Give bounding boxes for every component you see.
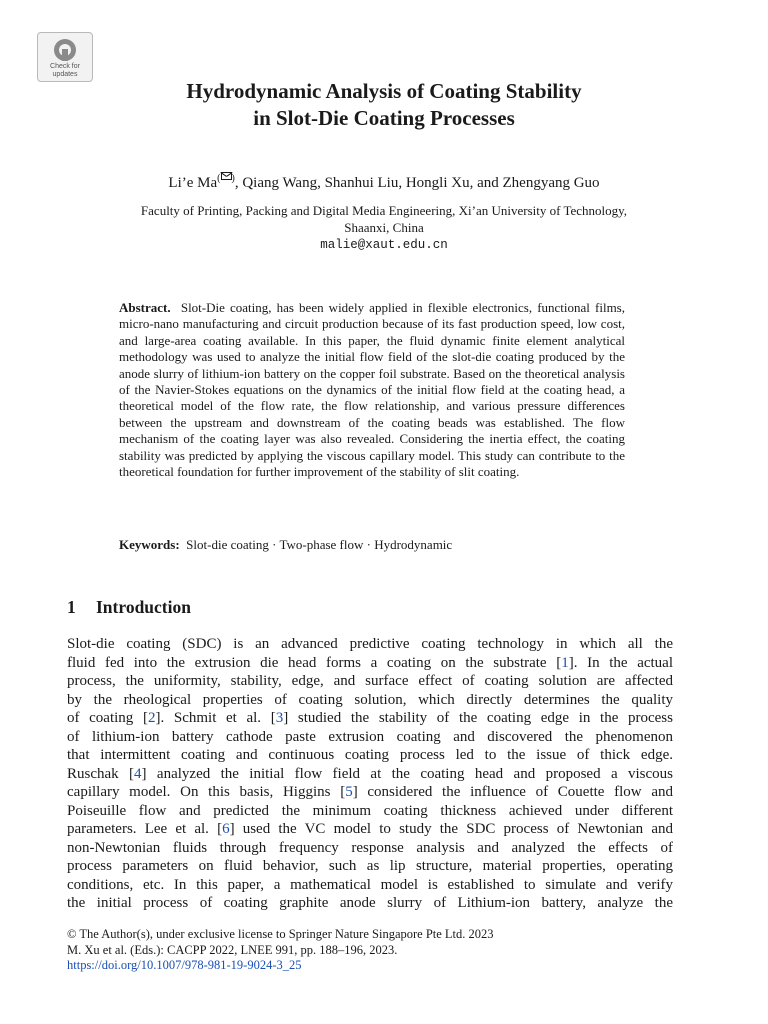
author-list bbox=[0, 169, 768, 193]
corresponding-mark: ( ) bbox=[217, 173, 235, 184]
paper-title bbox=[0, 78, 768, 132]
crossmark-icon bbox=[52, 37, 78, 63]
abstract-text: Slot-Die coating, has been widely applied in flexible electronics, functional films, micro-nano manufacturing and circuit production because of its fast production speed, low cost, and large-area coating available. In this paper, the fluid dynamic finite element analytical methodology was used to analyze the initial flow field of the slot-die coating produced by the anode slurry of lithium-ion battery on the copper foil substrate. Based on the theoretical analysis of the Navier-Stokes equations on the dynamics of the initial flow field at the coating head, a theoretical model of the flow rate, the flow relationship, and various pressure differences between the upstream and downstream of the coating beads was established. The flow mechanism of the coating layer was also revealed. Considering the inertia effect, the coating stability was predicted by applying the viscous capillary model. This study can contribute to the theoretical foundation for further improvement of the stability of slit coating. bbox=[119, 300, 625, 480]
affiliation-line-2: Shaanxi, China bbox=[344, 220, 424, 235]
intro-line: Poiseuille flow and predicted the minimum coating thickness achieved under different bbox=[67, 802, 673, 819]
copyright-line: © The Author(s), under exclusive license to Springer Nature Singapore Pte Ltd. 2023 bbox=[67, 927, 494, 941]
affiliation bbox=[60, 202, 708, 236]
badge-label-2: updates bbox=[52, 71, 78, 78]
abstract bbox=[119, 300, 625, 480]
intro-line: of lithium-ion battery cathode paste extrusion coating and discovered the phenomenon bbox=[67, 728, 673, 745]
section-title: Introduction bbox=[96, 597, 191, 617]
keywords bbox=[119, 536, 625, 553]
envelope-icon[interactable] bbox=[221, 172, 232, 180]
intro-line: conditions, etc. In this paper, a mathematical model is established to simulate and verify bbox=[67, 876, 673, 893]
citation-link[interactable]: 5 bbox=[345, 784, 353, 800]
doi-link[interactable]: https://doi.org/10.1007/978-981-19-9024-3_25 bbox=[67, 958, 302, 972]
citation-link[interactable]: 1 bbox=[561, 654, 569, 671]
check-for-updates-badge[interactable] bbox=[37, 32, 93, 82]
intro-line: of coating [2]. Schmit et al. [3] studied the stability of the coating edge in the process bbox=[67, 710, 673, 726]
title-line-1: Hydrodynamic Analysis of Coating Stability bbox=[186, 79, 582, 103]
citation-line: M. Xu et al. (Eds.): CACPP 2022, LNEE 991, pp. 188–196, 2023. bbox=[67, 942, 398, 957]
abstract-label: Abstract. bbox=[119, 300, 171, 315]
intro-line: fluid fed into the extrusion die head forms a coating on the substrate [1]. In the actual bbox=[67, 654, 673, 671]
affiliation-line-1: Faculty of Printing, Packing and Digital Media Engineering, Xi’an University of Technology, bbox=[140, 203, 628, 218]
intro-line: process parameters on fluid behavior, such as lip structure, material properties, operating bbox=[67, 858, 673, 874]
intro-line: the initial process of coating graphite anode slurry of Lithium-ion battery, analyze the bbox=[67, 895, 673, 911]
section-heading bbox=[67, 596, 191, 618]
other-authors: , Qiang Wang, Shanhui Liu, Hongli Xu, and Zhengyang Guo bbox=[234, 175, 600, 191]
badge-label-1: Check for bbox=[50, 63, 80, 70]
intro-line: capillary model. On this basis, Higgins [5] considered the influence of Couette flow and bbox=[67, 784, 673, 800]
intro-line: that intermittent coating and continuous coating process led to the issue of thick edge. bbox=[67, 747, 673, 763]
citation-link[interactable]: 6 bbox=[222, 821, 230, 837]
keywords-text: Slot-die coating · Two-phase flow · Hydrodynamic bbox=[186, 537, 453, 552]
intro-line: parameters. Lee et al. [6] used the VC model to study the SDC process of Newtonian and bbox=[67, 821, 673, 837]
intro-line: by the rheological properties of coating solution, which directly determines the quality bbox=[67, 691, 673, 708]
title-line-2: in Slot-Die Coating Processes bbox=[253, 106, 515, 130]
intro-line: Slot-die coating (SDC) is an advanced predictive coating technology in which all the bbox=[67, 636, 673, 652]
intro-line: non-Newtonian fluids through frequency response analysis and analyzed the effects of bbox=[67, 839, 673, 856]
first-author: Li’e Ma bbox=[168, 175, 218, 191]
footer bbox=[67, 927, 707, 974]
author-email[interactable]: malie@xaut.edu.cn bbox=[320, 238, 448, 252]
citation-link[interactable]: 3 bbox=[275, 710, 284, 726]
citation-link[interactable]: 4 bbox=[134, 765, 142, 782]
keywords-label: Keywords: bbox=[119, 537, 180, 552]
citation-link[interactable]: 2 bbox=[147, 710, 156, 726]
intro-line: Ruschak [4] analyzed the initial flow field at the coating head and proposed a viscous bbox=[67, 765, 673, 782]
intro-line: process, the uniformity, stability, edge, and surface effect of coating solution are affected bbox=[67, 673, 673, 689]
section-number: 1 bbox=[67, 597, 76, 617]
introduction-body bbox=[67, 635, 673, 913]
